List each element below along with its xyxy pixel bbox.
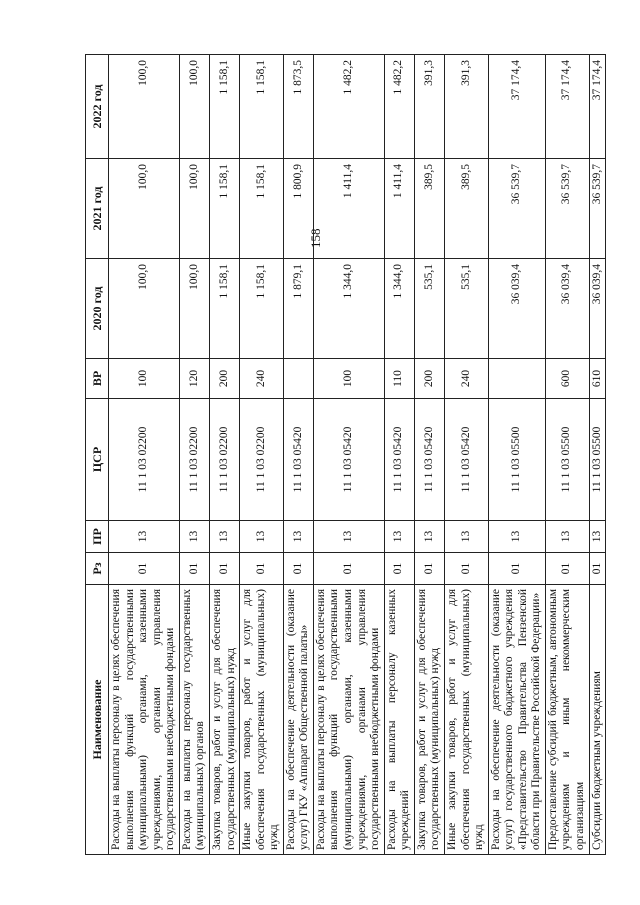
header-rz: Рз — [86, 553, 109, 585]
row-name: Расходы на выплаты персоналу в целях обеспечения выполнения функций государственными (муниципальными) органами, казенными учреждениями, органами управления государственными внебюджетными фондами — [313, 585, 384, 855]
row-2020: 535,1 — [444, 259, 488, 359]
row-csr: 11 1 03 05420 — [384, 399, 414, 521]
row-vr: 240 — [444, 359, 488, 399]
row-rz: 01 — [384, 553, 414, 585]
row-rz: 01 — [444, 553, 488, 585]
row-vr: 120 — [179, 359, 209, 399]
row-2022: 37 174,4 — [589, 55, 606, 159]
row-csr: 11 1 03 05420 — [444, 399, 488, 521]
row-2021: 1 158,1 — [240, 159, 284, 259]
row-name: Иные закупки товаров, работ и услуг для обеспечения государственных (муниципальных) нужд — [240, 585, 284, 855]
row-2021: 389,5 — [414, 159, 444, 259]
row-2021: 1 800,9 — [283, 159, 313, 259]
row-pr: 13 — [313, 521, 384, 553]
row-pr: 13 — [109, 521, 180, 553]
row-2022: 391,3 — [444, 55, 488, 159]
row-2021: 1 411,4 — [313, 159, 384, 259]
row-2022: 1 482,2 — [384, 55, 414, 159]
row-2020: 1 879,1 — [283, 259, 313, 359]
row-2022: 1 482,2 — [313, 55, 384, 159]
row-name: Закупка товаров, работ и услуг для обеспечения государственных (муниципальных) нужд — [414, 585, 444, 855]
row-csr: 11 1 03 05420 — [313, 399, 384, 521]
table-header-row — [86, 55, 109, 855]
header-2021: 2021 год — [86, 159, 109, 259]
table-row — [545, 55, 589, 855]
row-rz: 01 — [589, 553, 606, 585]
row-2022: 100,0 — [179, 55, 209, 159]
table-row — [109, 55, 180, 855]
row-2020: 1 158,1 — [209, 259, 239, 359]
row-2022: 1 873,5 — [283, 55, 313, 159]
header-name: Наименование — [86, 585, 109, 855]
row-rz: 01 — [488, 553, 545, 585]
row-2020: 535,1 — [414, 259, 444, 359]
row-name: Расходы на выплаты персоналу в целях обеспечения выполнения функций государственными (муниципальными) органами, казенными учреждениями, органами управления государственными внебюджетными фондами — [109, 585, 180, 855]
row-2020: 36 039,4 — [545, 259, 589, 359]
row-rz: 01 — [545, 553, 589, 585]
row-name: Расходы на выплаты персоналу казенных учреждений — [384, 585, 414, 855]
row-2022: 1 158,1 — [209, 55, 239, 159]
budget-table — [85, 54, 606, 855]
row-2021: 36 539,7 — [488, 159, 545, 259]
row-2022: 100,0 — [109, 55, 180, 159]
row-pr: 13 — [545, 521, 589, 553]
row-name: Закупка товаров, работ и услуг для обеспечения государственных (муниципальных) нужд — [209, 585, 239, 855]
row-name: Расходы на обеспечение деятельности (оказание услуг) ГКУ «Аппарат Общественной палаты» — [283, 585, 313, 855]
row-csr: 11 1 03 02200 — [209, 399, 239, 521]
table-row — [240, 55, 284, 855]
page-number: 158 — [308, 228, 323, 248]
row-rz: 01 — [283, 553, 313, 585]
row-vr: 110 — [384, 359, 414, 399]
row-rz: 01 — [414, 553, 444, 585]
row-pr: 13 — [384, 521, 414, 553]
row-vr: 610 — [589, 359, 606, 399]
table-row — [313, 55, 384, 855]
table-row — [283, 55, 313, 855]
row-2020: 100,0 — [109, 259, 180, 359]
row-2021: 1 158,1 — [209, 159, 239, 259]
row-vr: 240 — [240, 359, 284, 399]
row-pr: 13 — [283, 521, 313, 553]
row-vr — [283, 359, 313, 399]
row-name: Расходы на обеспечение деятельности (оказание услуг) государственного бюджетного учреждения «Представительство Правительства Пензенской области при Правительстве Российской Федерации» — [488, 585, 545, 855]
row-2020: 100,0 — [179, 259, 209, 359]
row-vr: 200 — [209, 359, 239, 399]
row-2021: 100,0 — [109, 159, 180, 259]
row-vr: 600 — [545, 359, 589, 399]
table-row — [488, 55, 545, 855]
row-csr: 11 1 03 05500 — [488, 399, 545, 521]
table-body — [109, 55, 606, 855]
row-2020: 36 039,4 — [488, 259, 545, 359]
row-2020: 1 344,0 — [384, 259, 414, 359]
header-vr: ВР — [86, 359, 109, 399]
row-pr: 13 — [240, 521, 284, 553]
table-row — [589, 55, 606, 855]
header-pr: ПР — [86, 521, 109, 553]
row-pr: 13 — [488, 521, 545, 553]
row-name: Иные закупки товаров, работ и услуг для обеспечения государственных (муниципальных) нужд — [444, 585, 488, 855]
row-vr: 100 — [109, 359, 180, 399]
row-csr: 11 1 03 02200 — [109, 399, 180, 521]
row-vr: 200 — [414, 359, 444, 399]
row-2021: 389,5 — [444, 159, 488, 259]
row-2020: 36 039,4 — [589, 259, 606, 359]
table-row — [384, 55, 414, 855]
header-2020: 2020 год — [86, 259, 109, 359]
row-rz: 01 — [313, 553, 384, 585]
header-csr: ЦСР — [86, 399, 109, 521]
row-name: Расходы на выплаты персоналу государственных (муниципальных) органов — [179, 585, 209, 855]
table-row — [444, 55, 488, 855]
row-csr: 11 1 03 02200 — [179, 399, 209, 521]
table-row — [209, 55, 239, 855]
row-csr: 11 1 03 05420 — [414, 399, 444, 521]
row-2021: 100,0 — [179, 159, 209, 259]
row-2020: 1 344,0 — [313, 259, 384, 359]
table-row — [179, 55, 209, 855]
row-2022: 1 158,1 — [240, 55, 284, 159]
row-2020: 1 158,1 — [240, 259, 284, 359]
row-pr: 13 — [209, 521, 239, 553]
row-rz: 01 — [240, 553, 284, 585]
row-pr: 13 — [444, 521, 488, 553]
row-csr: 11 1 03 05500 — [589, 399, 606, 521]
row-2022: 391,3 — [414, 55, 444, 159]
row-rz: 01 — [109, 553, 180, 585]
row-vr: 100 — [313, 359, 384, 399]
row-csr: 11 1 03 05500 — [545, 399, 589, 521]
row-rz: 01 — [179, 553, 209, 585]
row-pr: 13 — [589, 521, 606, 553]
row-2022: 37 174,4 — [545, 55, 589, 159]
row-2021: 36 539,7 — [545, 159, 589, 259]
row-rz: 01 — [209, 553, 239, 585]
table-row — [414, 55, 444, 855]
budget-table-rotated — [85, 55, 603, 855]
row-2022: 37 174,4 — [488, 55, 545, 159]
row-2021: 1 411,4 — [384, 159, 414, 259]
row-2021: 36 539,7 — [589, 159, 606, 259]
row-name: Субсидии бюджетным учреждениям — [589, 585, 606, 855]
row-csr: 11 1 03 02200 — [240, 399, 284, 521]
header-2022: 2022 год — [86, 55, 109, 159]
row-vr — [488, 359, 545, 399]
row-pr: 13 — [414, 521, 444, 553]
row-pr: 13 — [179, 521, 209, 553]
row-name: Предоставление субсидий бюджетным, автономным учреждениям и иным некоммерческим организациям — [545, 585, 589, 855]
row-csr: 11 1 03 05420 — [283, 399, 313, 521]
